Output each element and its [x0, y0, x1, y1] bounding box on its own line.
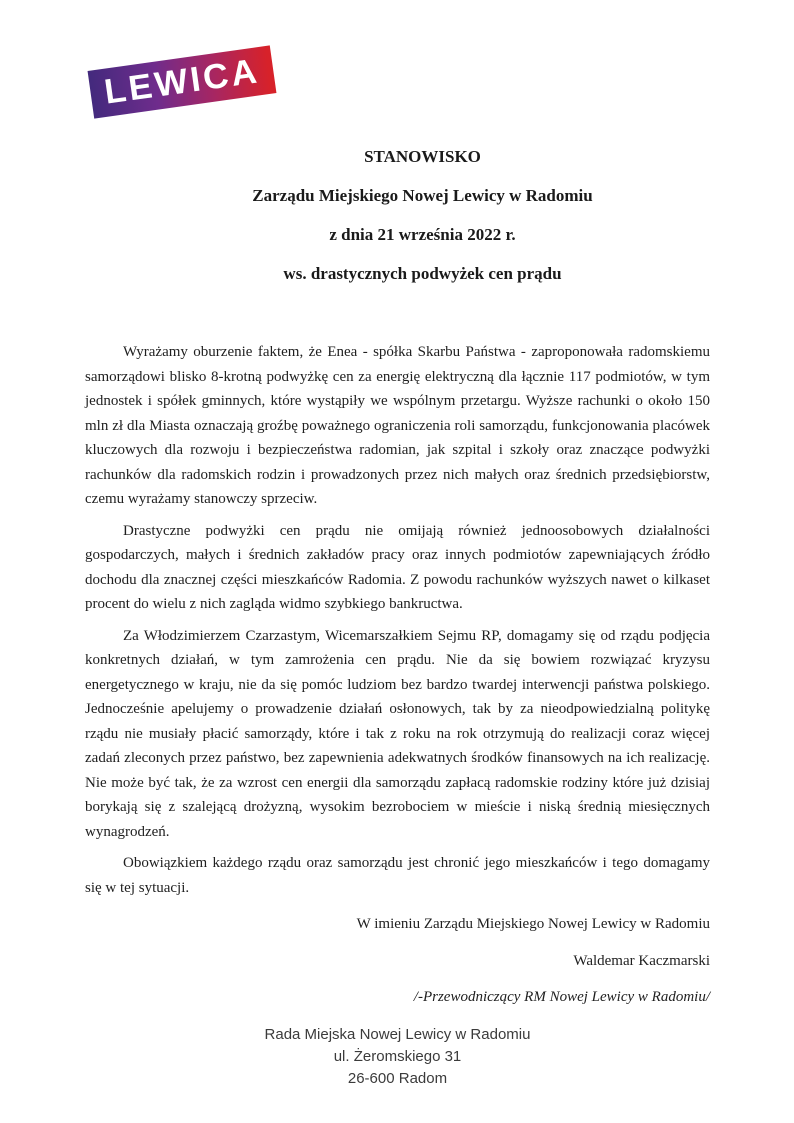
- body-text: [85, 340, 710, 900]
- paragraph-4: Obowiązkiem każdego rządu oraz samorządu jest chronić jego mieszkańców i tego domagamy się w tej sytuacji.: [85, 855, 710, 896]
- title-block: [135, 147, 710, 284]
- paragraph-3: Za Włodzimierzem Czarzastym, Wicemarszałkiem Sejmu RP, domagamy się od rządu podjęcia konkretnych działań, w tym zamrożenia cen prądu. Nie da się bowiem rozwiązać kryzysu energetycznego w kraju, nie da się pomóc ludziom bez bardzo twardej interwencji państwa polskiego. Jednocześnie apelujemy o prowadzenie działań osłonowych, tak by za nieodpowiedzialną politykę rządu nie musiały płacić samorządy, które i tak z roku na rok otrzymują do realizacji coraz więcej zadań zleconych przez państwo, bez zapewnienia adekwatnych środków finansowych na ich realizację. Nie może być tak, że za wzrost cen energii dla samorządu zapłacą radomskie rodziny które już dzisiaj borykają się z szalejącą drożyzną, wysokim bezrobociem w mieście i niską średnią miesięcznych wynagrodzeń.: [85, 627, 710, 840]
- signature-role: /-Przewodniczący RM Nowej Lewicy w Radomiu/: [413, 989, 710, 1005]
- footer-postal-city: 26-600 Radom: [347, 1069, 448, 1087]
- paragraph-1: Wyrażamy oburzenie faktem, że Enea - spółka Skarbu Państwa - zaproponowała radomskiemu samorządowi blisko 8-krotną podwyżkę cen za energię elektryczną dla łącznie 117 podmiotów, w tym jednostek i spółek gminnych, które wystąpiły we wspólnym przetargu. Wyższe rachunki o około 150 mln zł dla Miasta oznaczają groźbę poważnego ograniczenia roli samorządu, funkcjonowania placówek kluczowych dla rozwoju i bezpieczeństwa radomian, jak szpital i szkoły oraz znaczące podwyżki rachunków dla radomskich rodzin i prowadzonych przez nich małych oraz średnich przedsiębiorstw, czemu wyrażamy stanowczy sprzeciw.: [85, 344, 710, 507]
- title-organization: Zarządu Miejskiego Nowej Lewicy w Radomiu: [252, 186, 593, 205]
- signature-block: [85, 912, 710, 1010]
- signature-name: Waldemar Kaczmarski: [573, 952, 710, 969]
- title-date: z dnia 21 września 2022 r.: [329, 225, 516, 244]
- document-title: STANOWISKO: [364, 147, 481, 166]
- title-subject: ws. drastycznych podwyżek cen prądu: [283, 264, 562, 283]
- footer-address: [85, 1024, 710, 1090]
- lewica-logo-text: LEWICA: [101, 50, 262, 112]
- footer-organization: Rada Miejska Nowej Lewicy w Radomiu: [264, 1025, 531, 1043]
- paragraph-2: Drastyczne podwyżki cen prądu nie omijają również jednoosobowych działalności gospodarczych, małych i średnich zakładów pracy oraz innych podmiotów zapewniających źródło dochodu dla znacznej części mieszkańców Radomia. Z powodu rachunków wyższych nawet o kilkaset procent do wielu z nich zagląda widmo szybkiego bankructwa.: [85, 522, 710, 612]
- footer-street: ul. Żeromskiego 31: [333, 1047, 462, 1065]
- signature-on-behalf: W imieniu Zarządu Miejskiego Nowej Lewicy w Radomiu: [356, 916, 710, 932]
